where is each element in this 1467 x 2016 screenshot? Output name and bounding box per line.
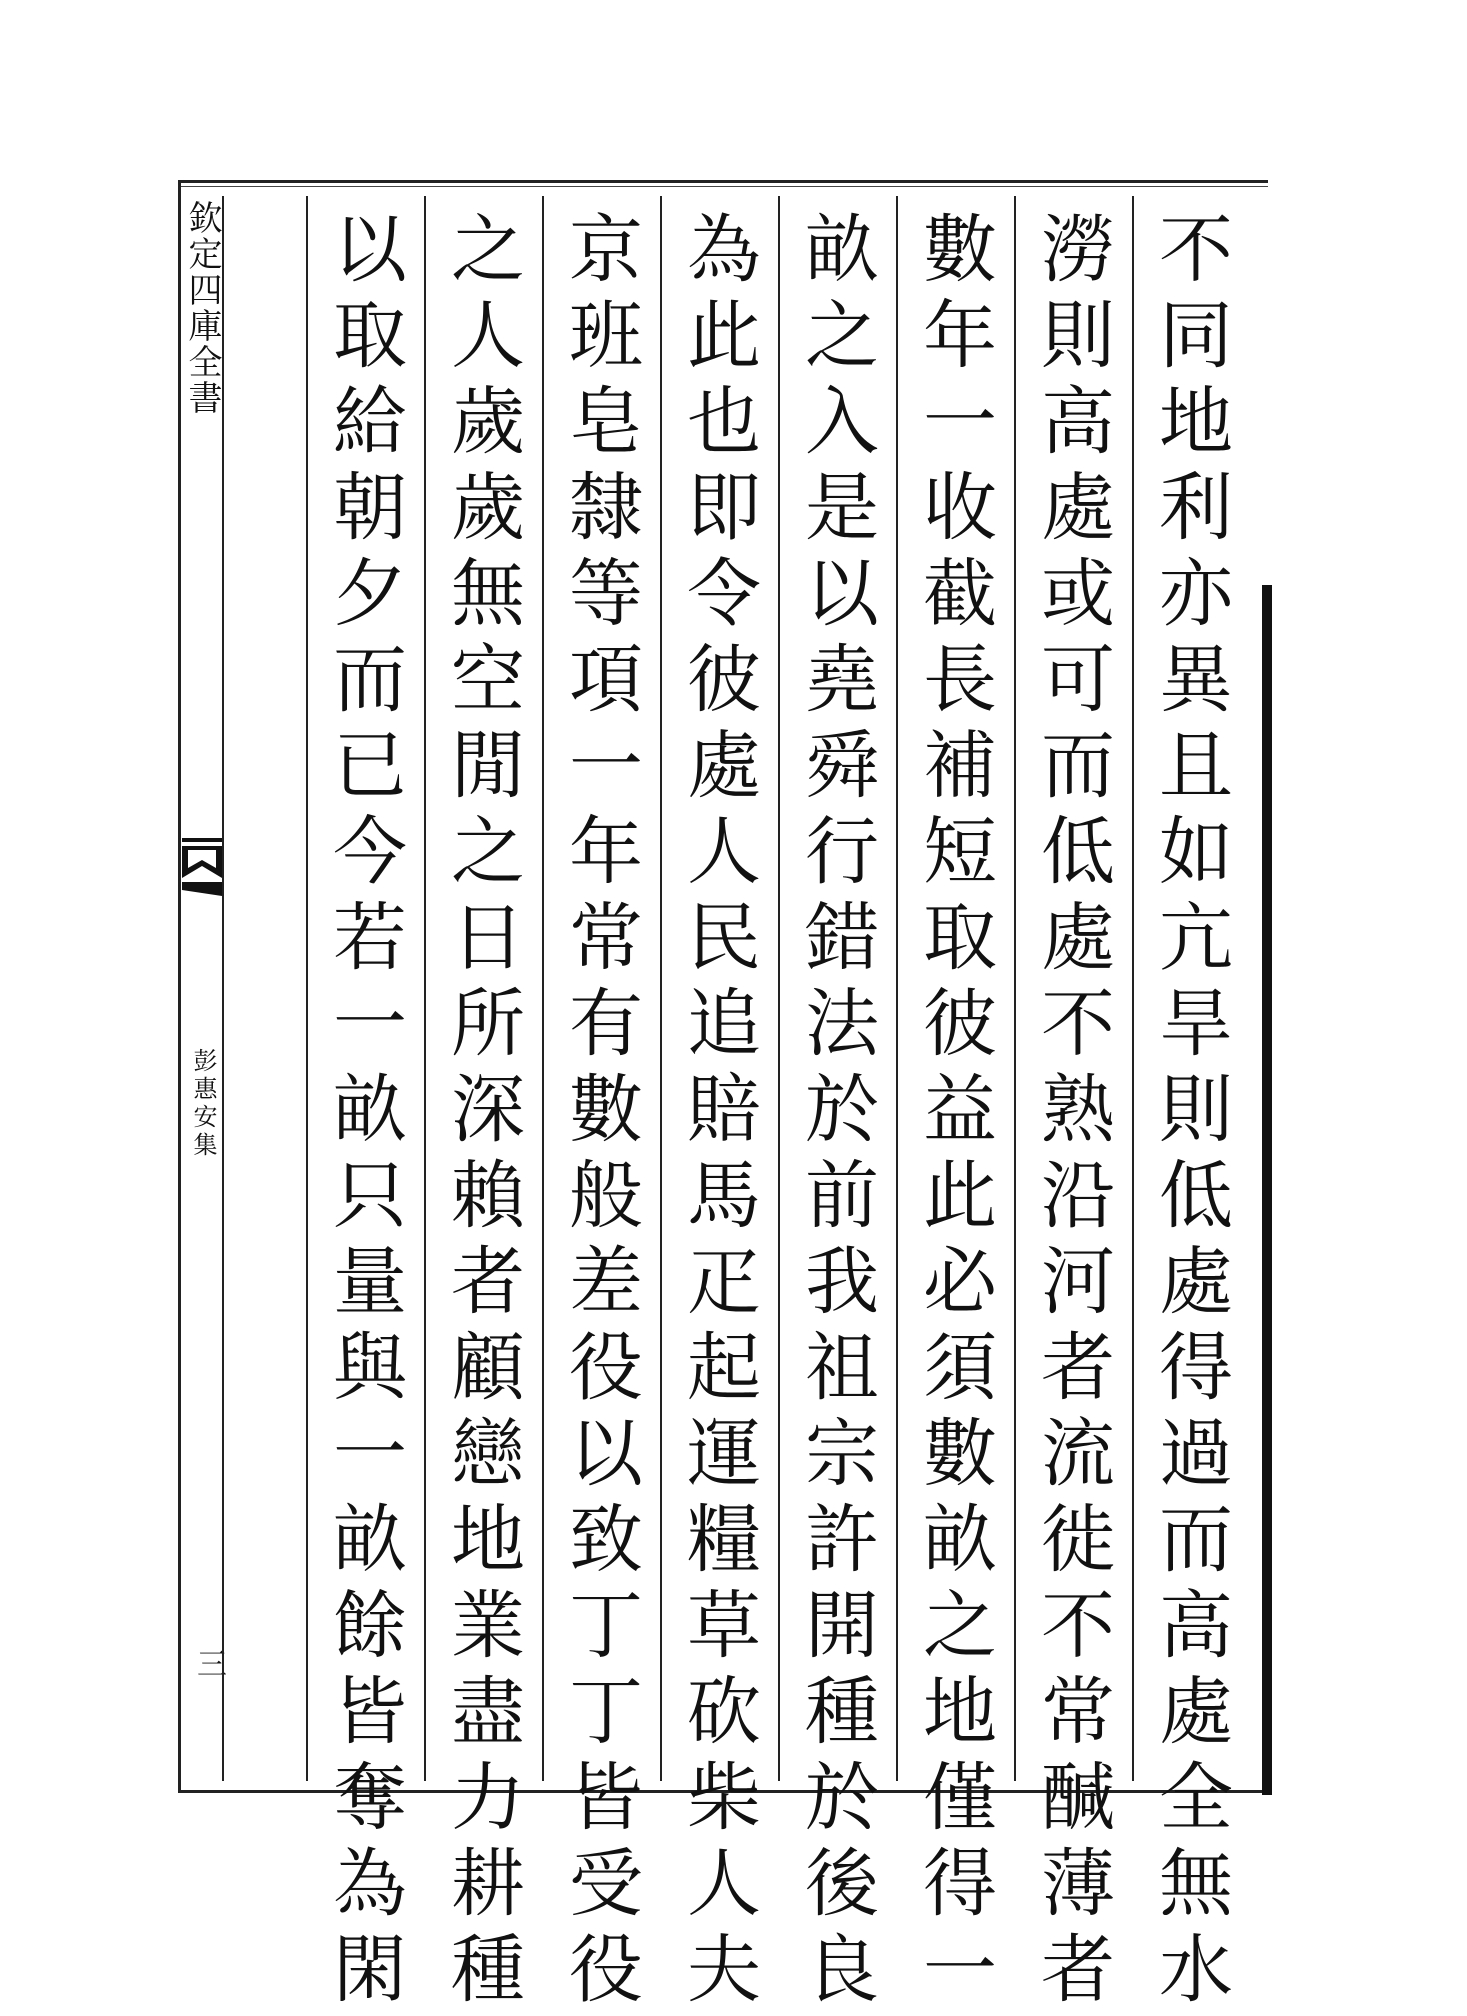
column-text: 澇則高處或可而低處不熟沿河者流徙不常醎薄者 <box>1029 210 1115 2016</box>
column-text: 以取給朝夕而已今若一畝只量與一畝餘皆奪為閑 <box>321 210 407 2016</box>
blank-column <box>222 196 306 1781</box>
text-column-3 <box>896 196 1012 2016</box>
text-column-2 <box>1014 196 1130 2016</box>
column-text: 不同地利亦異且如亢旱則低處得過而高處全無水 <box>1147 210 1233 2016</box>
margin-collection-title: 彭惠安集 <box>189 1048 217 1160</box>
column-text: 畝之入是以堯舜行錯法於前我祖宗許開種於後良 <box>793 210 879 2016</box>
frame-right-rule <box>1262 585 1272 1795</box>
margin-page-number: 三 <box>191 1648 226 1678</box>
column-text: 數年一收截長補短取彼益此必須數畝之地僅得一 <box>911 210 997 2016</box>
margin-book-title: 欽定四庫全書 <box>182 200 222 416</box>
page-margin-strip <box>182 188 226 1788</box>
text-column-6 <box>542 196 658 2016</box>
text-column-1 <box>1132 196 1248 2016</box>
text-column-7 <box>424 196 540 2016</box>
frame-top-rule-inner <box>178 186 1268 187</box>
frame-left-rule <box>178 180 181 1792</box>
column-text: 為此也即令彼處人民追賠馬疋起運糧草砍柴人夫 <box>675 210 761 2016</box>
column-text: 之人歲歲無空閒之日所深賴者顧戀地業盡力耕種 <box>439 210 525 2016</box>
text-column-4 <box>778 196 894 2016</box>
column-text: 京班皂隸等項一年常有數般差役以致丁丁皆受役 <box>557 210 643 2016</box>
text-column-8 <box>306 196 422 2016</box>
frame-top-rule <box>178 180 1268 183</box>
text-column-5 <box>660 196 776 2016</box>
fish-tail-mark-icon <box>182 838 222 898</box>
